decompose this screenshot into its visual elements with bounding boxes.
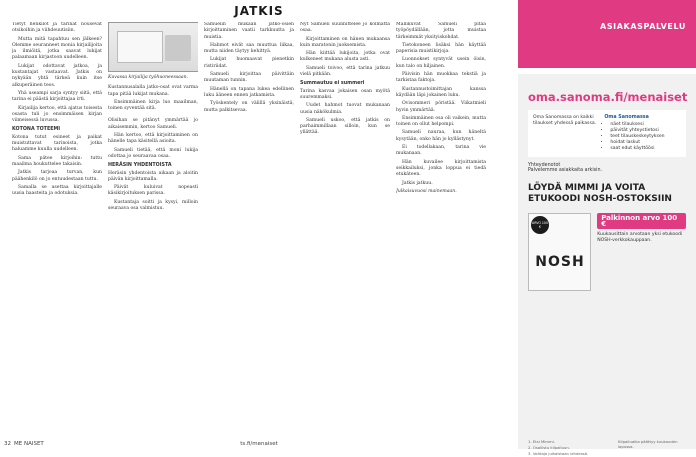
paragraph: Tietyt henkilöt ja tarinat nousevat otsikoihin ja viihdeuutisiin. [12,22,102,34]
ad-step: 3. Voittaja julkaistaan lehdessä. [528,451,589,456]
article-photo [108,22,198,72]
paragraph: Luonnokset syntyvät usein öisin, kun talo on hiljainen. [396,57,486,69]
paragraph: Samuelin mukaan jatko-osien kirjoittaminen vaatii tarkkuutta ja muistia. [204,22,294,40]
paragraph: Samueli tietää, että moni lukija odottaa jo seuraavaa osaa. [108,147,198,159]
ad-offer-left [533,115,600,152]
paragraph: Kirjoittaminen on hänen mukaansa kuin maratonin juoksemista. [300,36,390,48]
paragraph: Tarina kasvaa jokaisen osan myötä suuremmaksi. [300,88,390,100]
paragraph: Hänellä on tapana lukea edellinen luku ääneen ennen jatkamista. [204,86,294,98]
page-number: 32 [4,441,11,447]
publication-url: ts.fi/menaiset [240,441,278,447]
subheading: Summautuu ei summeri [300,81,365,87]
paragraph: Kotona tutut esineet ja paikat muistuttavat tarinoista, jotka haluamme kuulla uudelleen. [12,134,102,153]
ad-offer-title: Oma Sanomassa [604,115,649,120]
paragraph: Mallikuvat Samueli pitää työpöydällään, jotta muistaa tärkeimmät yksityiskohdat. [396,22,486,40]
paragraph: Kustannusalalla jatko-osat ovat varma tapa pitää lukijat mukana. [108,85,198,97]
subheading: KOTONA TOTEEMI [12,127,61,133]
ad-offer-box [528,110,686,157]
article-column-4 [300,22,390,422]
advertisement-panel [518,0,696,456]
publication-name: ME NAISET [14,441,44,447]
paragraph: Ei todellakaan, tarina vie mukanaan. [396,145,486,157]
ad-banner-label: ASIAKASPALVELU [600,22,686,31]
paragraph: Yhä useampi sarja syntyy siitä, että tarina ei päästä kirjoittajaa irti. [12,90,102,103]
ad-offer-right [604,115,681,152]
paragraph: Jatkis tarjoaa turvan, kun päähenkilö on jo entuudestaan tuttu. [12,170,102,182]
ad-contact-title: Yhteydenotot [528,163,561,168]
list-item: • teet tilauskeskeytyksen [610,134,681,140]
paragraph: Samueli kirjoittaa päivittäin muutaman tunnin. [204,72,294,84]
ad-contact [528,163,686,173]
paragraph: Samueli toivoo, että tarina jatkuu vielä pitkään. [300,65,390,78]
book-title: NOSH [535,254,585,270]
paragraph: Hahmot eivät saa muuttua liikaa, mutta niiden täytyy kehittyä. [204,42,294,55]
article-column-1 [12,22,102,422]
paragraph: Työskentely on välillä yksinäistä, mutta palkitsevaa. [204,101,294,113]
paragraph: Uudet hahmot tuovat mukanaan uusia näkökulmia. [300,103,390,115]
list-item: • päivität yhteystietosi [610,128,681,134]
paragraph: Lukijat odottavat jatkoa, ja kustantajat vastaavat. Jatkis on nykyään yhtä tärkeä kuin itse alkuperäinen teos. [12,63,102,88]
ad-offer-text: Oma Sanomassa on kaikki tilaukset yhdessä paikassa. [533,115,597,126]
ad-footer-steps [528,439,612,457]
photo-caption: Kuvassa kirjailija työhuoneessaan. [108,75,189,80]
price-block [597,213,686,244]
section-header: JATKIS [234,4,284,18]
paragraph: Hän kertoo, että kirjoittaminen on hänelle tapa käsitellä asioita. [108,133,198,145]
paragraph: Kirjailija kertoo, että ajatus toisesta osasta tuli jo ensimmäisen kirjan viimeisessä luvussa. [12,105,102,124]
price-text: Kuukausittain arvotaan yksi etukoodi NOSH-verkkokauppaan. [597,232,683,243]
paragraph: Ensimmäinen osa oli vaikein, mutta toinen on ollut helpompi. [396,115,486,128]
paragraph: Samalla se asettaa kirjoittajalle uusia haasteita ja odotuksia. [12,184,102,197]
paragraph: Sama pätee kirjoihin: tuttu maailma houkuttelee takaisin. [12,155,102,167]
list-item: • saat edut käyttöösi [610,146,681,152]
ad-footer-terms: Kilpailuaika päättyy kuukauden lopussa. [618,439,678,449]
paragraph: Julkaisuvuosi mainemaan. [396,188,457,194]
nosh-book-image [528,213,591,291]
paragraph: Tietokoneen lisäksi hän käyttää paperisia muistikirjoja. [396,42,486,55]
paragraph: Samueli nauraa, kun häneltä kysytään, onko hän jo kyllästynyt. [396,130,486,142]
ad-offer-list [604,122,681,152]
ad-contact-text: Palvelemme asiakkaita arkisin. [528,168,603,173]
paragraph: Ovisommeri pöristää. Viikatmieli hyvin ymmärtää. [396,101,486,113]
paragraph: Samueli uskoo, että jatkis on parhaimmillaan silloin, kun se yllättää. [300,117,390,136]
paragraph: Hän kuvailee kirjoittamista seikkailuksi, jonka loppua ei tiedä etukäteen. [396,159,486,178]
price-tag: Palkinnon arvo 100 € [597,213,686,229]
paragraph: Kustantaja soitti ja kysyi, milloin seuraava osa valmistuu. [108,199,198,212]
ad-headline: LÖYDÄ MIMMI JA VOITA ETUKOODI NOSH-OSTOKSIIN [528,183,672,204]
article-column-2 [108,22,198,422]
paragraph: Olisihan se pitänyt ymmärtää jo aikaisemmin, kertoo Samueli. [108,118,198,130]
value-badge: ARVO 100 € [531,216,549,234]
ad-divider [518,68,696,74]
paragraph: Hän kiittää lukijoita, jotka ovat kulkeneet mukana alusta asti. [300,51,390,63]
ad-step: 1. Etsi Mimmi. [528,439,555,444]
paragraph: Mutta mitä tapahtuu sen jälkeen? Olemme seuranneet monia kirjailijoita ja ilmiöitä, jotka saavat lukijat palaamaan kirjastoon uudelleen. [12,36,102,61]
ad-product [528,213,686,291]
article-column-5 [396,22,486,422]
paragraph: Heräsin yhdentoista aikaan ja aloitin päivän kirjoittamalla. [108,170,198,182]
paragraph: Päivät kuluivat nopeasti käsikirjoituksen parissa. [108,185,198,197]
paragraph: Kustannustoimittajan kanssa käydään läpi jokainen luku. [396,86,486,98]
list-item: • hoidat laskut [610,140,681,146]
subheading: HERÄSIN YHDENTOISTA [108,163,172,169]
paragraph: Jatkis jatkuu. [402,180,433,186]
paragraph: Ensimmäinen kirja luo maailman, toinen syventää sitä. [108,99,198,112]
paragraph: Lukijat huomaavat pienetkin ristiriidat. [204,57,294,69]
list-item: • näet tilauksesi [610,122,681,128]
paragraph: Päivisin hän muokkaa tekstiä ja tarkistaa faktoja. [396,72,486,84]
paragraph: Nyt Samueli suunnittelee jo kolmatta osaa. [300,22,390,34]
ad-url[interactable]: oma.sanoma.fi/menaiset [528,90,688,104]
ad-step: 2. Osallistu kilpailuun. [528,445,570,450]
ad-banner [518,0,696,68]
article-column-3 [204,22,294,422]
